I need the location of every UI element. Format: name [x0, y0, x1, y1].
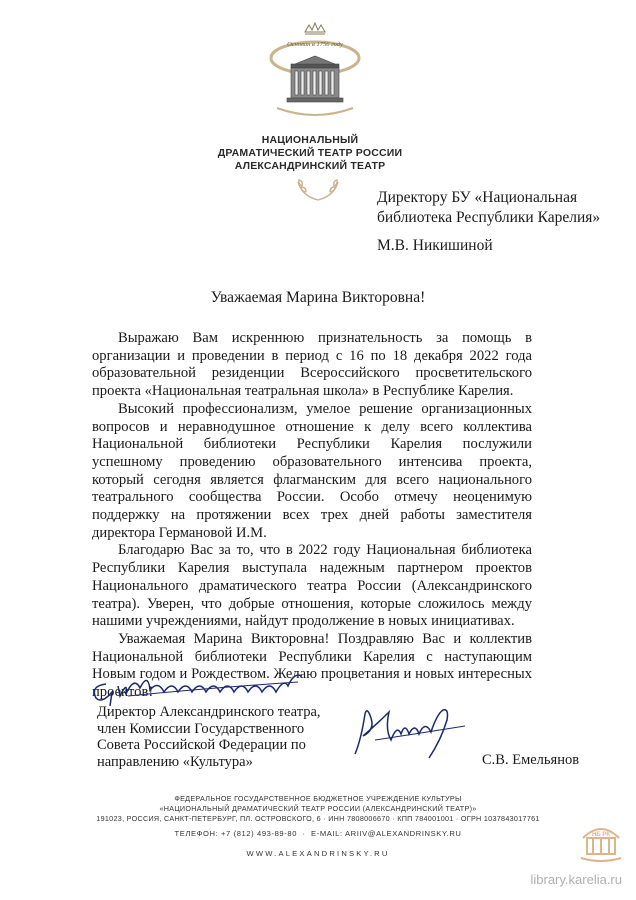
svg-text:НБ РК: НБ РК — [592, 832, 610, 838]
library-stamp-icon — [577, 818, 625, 866]
watermark: library.karelia.ru — [530, 872, 622, 887]
theatre-logo-icon — [255, 22, 375, 122]
paragraph: Благодарю Вас за то, что в 2022 году Национальная библиотека Республики Карелия выступала надежным партнером проектов Национального драматического театра России (Александринского театра). Уверен, что добрые отношения, которые сложилось между нашими учреждениями, найдут продолжение в новых инициативах. — [92, 542, 532, 630]
handwritten-signature-icon — [88, 666, 313, 708]
laurel-ornament-icon — [288, 174, 348, 204]
signatory-name: С.В. Емельянов — [482, 752, 580, 768]
footer-website: WWW.ALEXANDRINSKY.RU — [246, 849, 390, 858]
recipient-name: М.В. Никишиной — [377, 237, 493, 254]
paragraph: Уважаемая Марина Викторовна! Поздравляю Вас и коллектив Национальной библиотеки Республики Карелия с наступающим Новым годом и Рождеством. Желаю процветания и новых интересных проектов! — [92, 630, 532, 701]
logo-ribbon-text: Основан в 1756 году — [287, 41, 343, 48]
footer-email: E-MAIL: ARIIV@ALEXANDRINSKY.RU — [311, 829, 462, 838]
signature-title: Директор Александринского театра, член Комиссии Государственного Совета Российской Федерации по направлению «Культура» — [97, 704, 321, 770]
paragraph: Выражаю Вам искреннюю признательность за помощь в организации и проведении в период с 16 по 18 декабря 2022 года образовательной резиденции Всероссийского просветительского проекта «Национальная театральная школа» в Республике Карелия. — [92, 330, 532, 400]
org-name: НАЦИОНАЛЬНЫЙ ДРАМАТИЧЕСКИЙ ТЕАТР РОССИИ АЛЕКСАНДРИНСКИЙ ТЕАТР — [217, 134, 403, 172]
greeting: Уважаемая Марина Викторовна! — [210, 289, 426, 306]
paragraph: Высокий профессионализм, умелое решение организационных вопросов и неравнодушное отношение к делу всего коллектива Национальной библиотеки Республики Карелия послужили успешному проведению образовательного интенсива проекта, который сегодня является флагманским для всего национального театрального сообщества России. Особо отмечу неоценимую поддержку на протяжении всех трех дней работы заместителя директора Германовой И.М. — [92, 400, 532, 541]
footer-phone: ТЕЛЕФОН: +7 (812) 493-89-80 — [174, 829, 298, 838]
footer-contacts: ТЕЛЕФОН: +7 (812) 493-89-80 · E-MAIL: ARIIV@ALEXANDRINSKY.RU — [174, 829, 462, 838]
addressee: Директору БУ «Национальная библиотека Республики Карелия» — [377, 189, 601, 226]
letter-body — [92, 330, 532, 702]
director-signature-icon — [345, 700, 475, 762]
footer-legal: ФЕДЕРАЛЬНОЕ ГОСУДАРСТВЕННОЕ БЮДЖЕТНОЕ УЧРЕЖДЕНИЕ КУЛЬТУРЫ «НАЦИОНАЛЬНЫЙ ДРАМАТИЧЕСКИЙ ТЕАТР РОССИИ (АЛЕКСАНДРИНСКИЙ ТЕАТР)» 191023, РОССИЯ, САНКТ-ПЕТЕРБУРГ, ПЛ. ОСТРОВСКОГО, 6 · ИНН 7808006670 · КПП 784001001 · ОГРН 1037843017761 — [96, 794, 540, 823]
